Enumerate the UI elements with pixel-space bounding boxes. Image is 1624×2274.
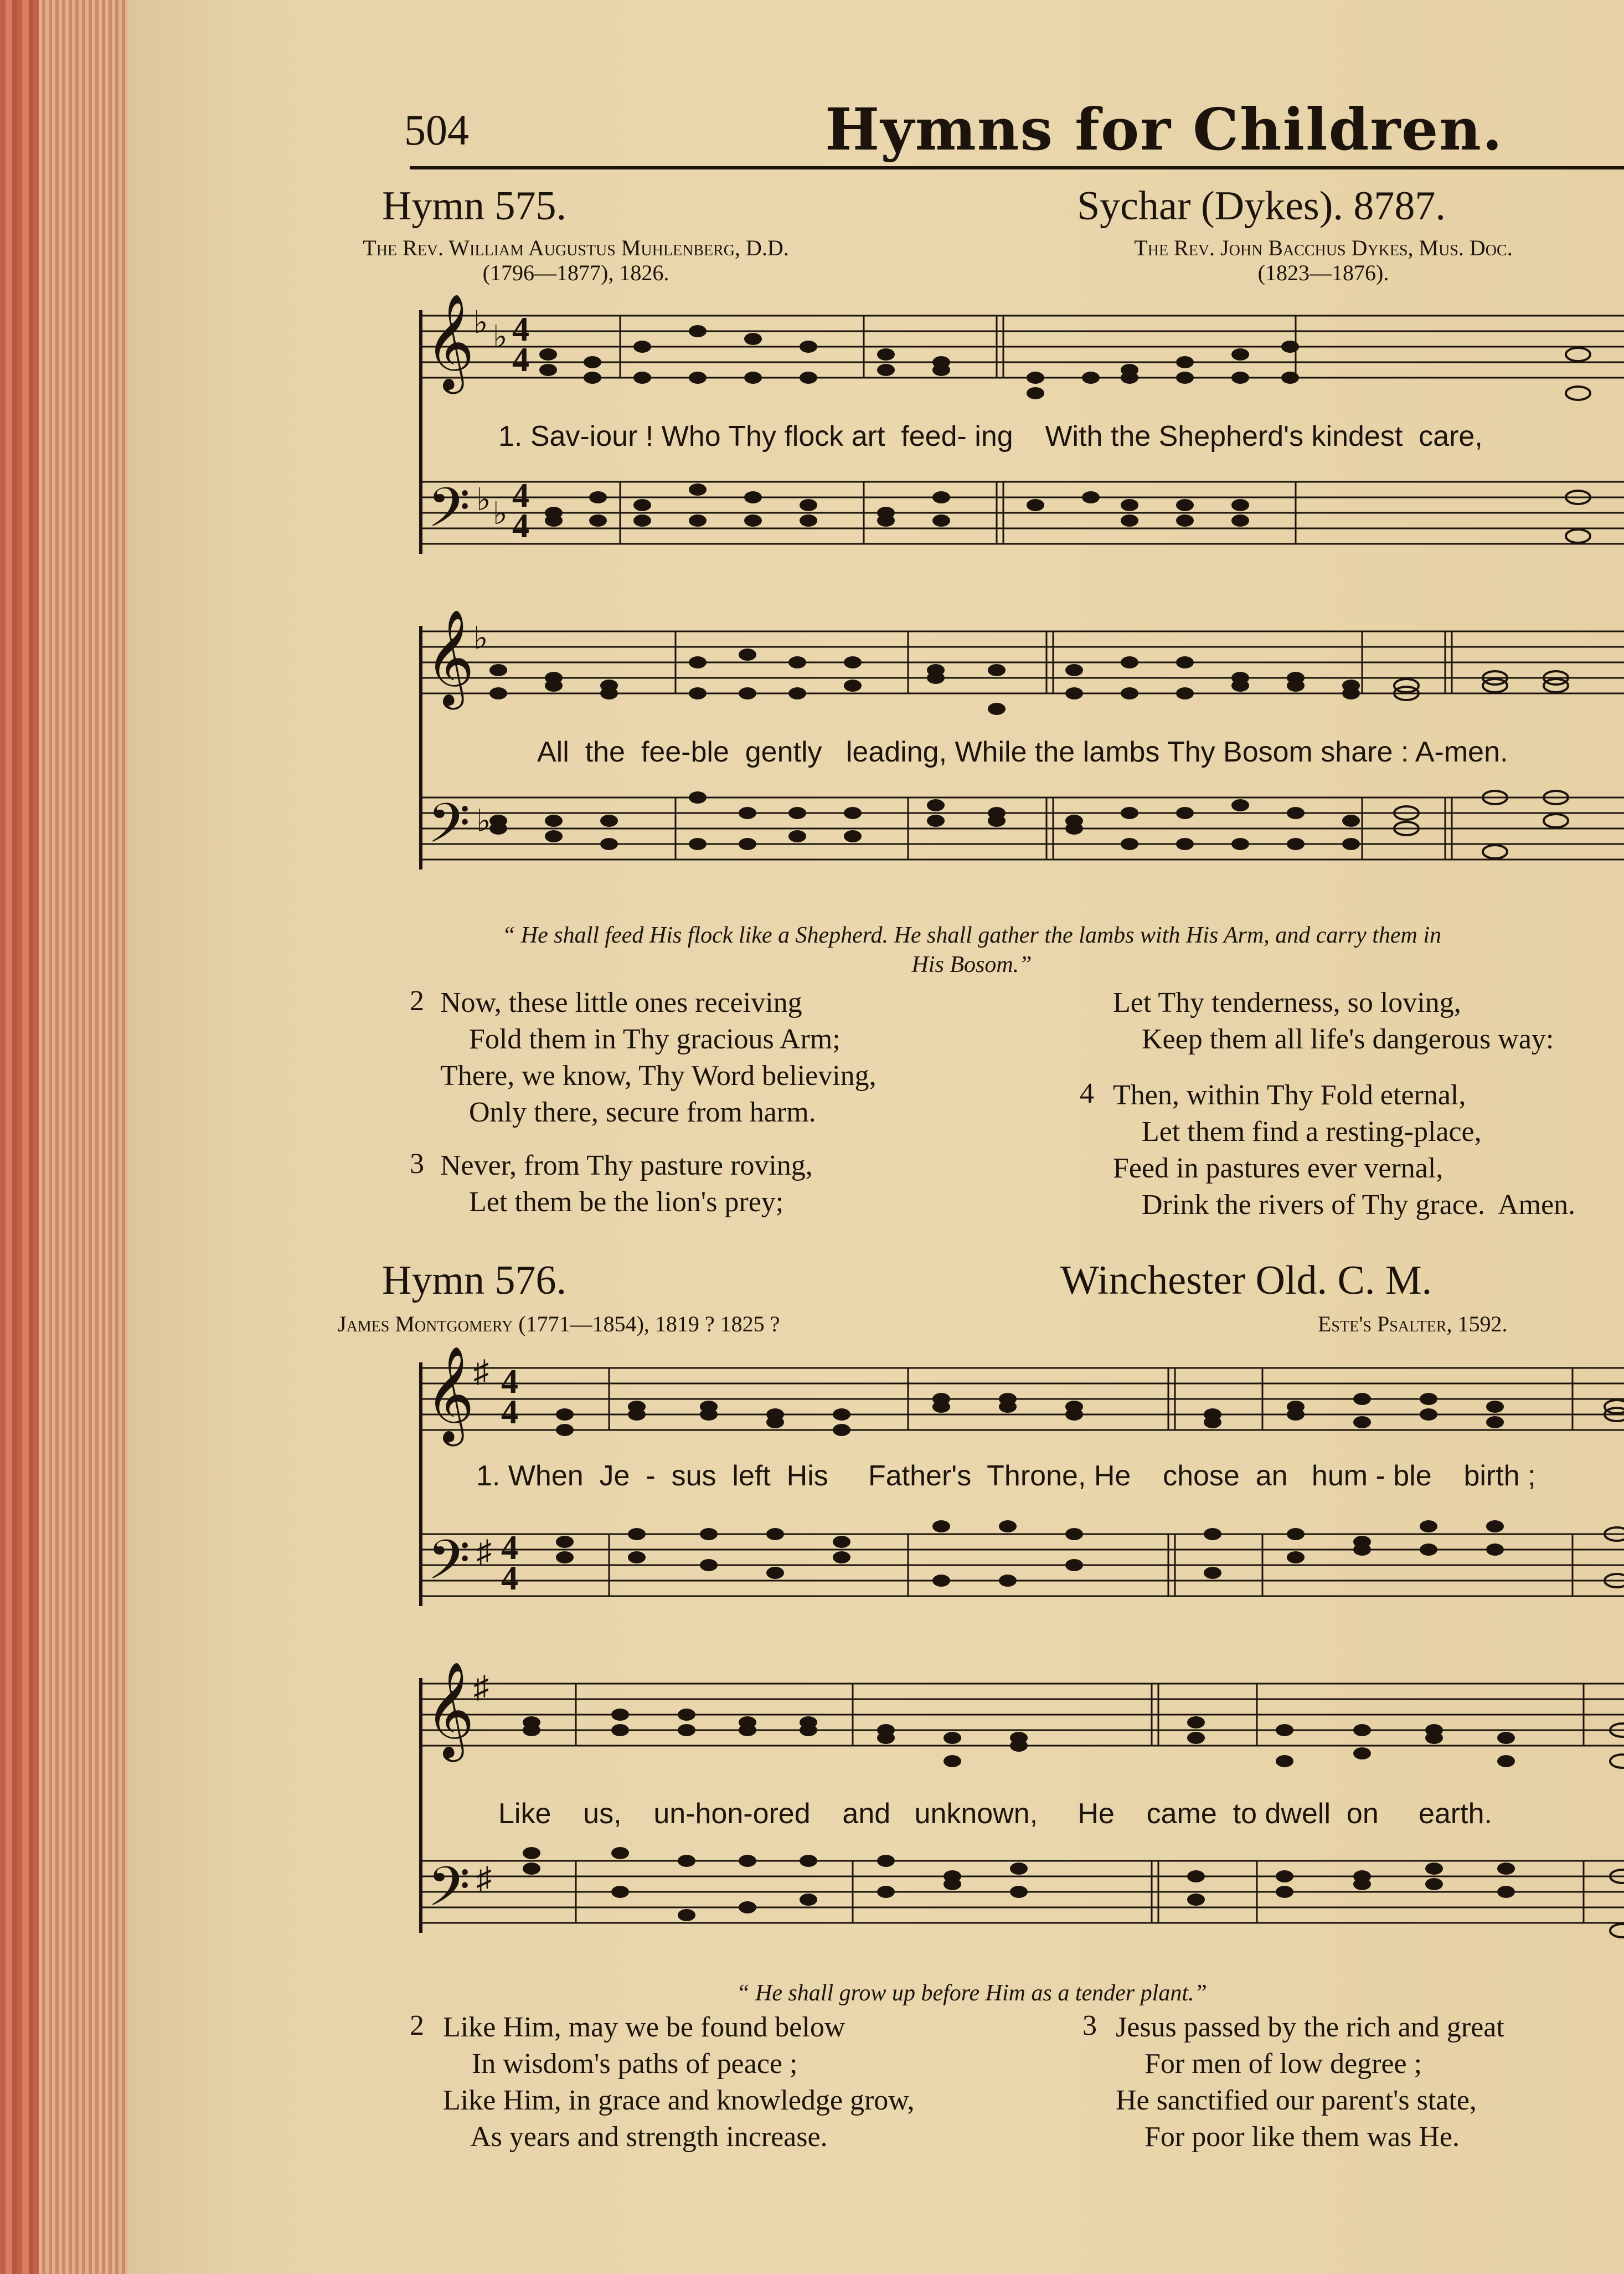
time-signature-bottom: 4	[501, 1560, 518, 1597]
flat-sign: ♭	[476, 483, 491, 517]
verse-number: 2	[410, 985, 424, 1017]
hymn-575-author: The Rev. William Augustus Muhlenberg, D.D.	[363, 235, 789, 260]
hymn-576-system-1	[410, 1346, 1624, 1639]
treble-clef-icon: 𝄞	[425, 1346, 475, 1442]
hymn-575-system-2	[410, 609, 1624, 903]
treble-clef-icon: 𝄞	[425, 1661, 475, 1758]
flat-sign: ♭	[473, 306, 488, 340]
hymn-575-label: Hymn 575.	[382, 183, 566, 229]
hymn-575-scripture-quote-end: His Bosom.”	[911, 952, 1032, 977]
hymn-575-scripture-quote: “ He shall feed His flock like a Shepherd. He shall gather the lambs with His Arm, and carry them in	[502, 923, 1442, 948]
hymn-575-composer: The Rev. John Bacchus Dykes, Mus. Doc.	[1134, 235, 1513, 260]
flat-sign: ♭	[493, 497, 508, 531]
bass-clef-icon: 𝄢	[427, 1855, 471, 1932]
hymn-576-author: James Montgomery (1771—1854), 1819 ? 1825 ?	[338, 1311, 780, 1336]
sharp-sign: ♯	[476, 1861, 492, 1896]
time-signature-top: 4	[512, 477, 529, 515]
hymn-576-lyric-line-2: Like us, un-hon-ored and unknown, He came to dwell on earth.	[498, 1798, 1492, 1830]
flat-sign: ♭	[473, 621, 488, 656]
hymn-575-lyric-line-2: All the fee-ble gently leading, While the lambs Thy Bosom share : A-men.	[537, 736, 1508, 768]
hymn-575-verse-3: Never, from Thy pasture roving, Let them be the lion's prey;	[440, 1150, 813, 1218]
hymn-575-lyric-line-1: 1. Sav-iour ! Who Thy flock art feed- ing With the Shepherd's kindest care,	[498, 420, 1483, 452]
header-rule	[410, 166, 1624, 169]
book-page	[127, 0, 1624, 2274]
hymn-575-system-1	[410, 294, 1624, 587]
flat-sign: ♭	[493, 320, 508, 354]
hymn-575-author-dates: (1796—1877), 1826.	[482, 260, 669, 285]
music-staff-svg	[410, 1351, 1624, 1639]
sharp-sign: ♯	[473, 1670, 489, 1705]
hymn-576-tune: Winchester Old. C. M.	[1060, 1258, 1432, 1303]
hymn-576-source: Este's Psalter, 1592.	[1318, 1311, 1508, 1336]
verse-number: 4	[1080, 1078, 1094, 1109]
time-signature-bottom: 4	[501, 1393, 518, 1431]
treble-clef-icon: 𝄞	[425, 294, 475, 390]
hymn-575-verse-4: Then, within Thy Fold eternal, Let them find a resting-place, Feed in pastures ever vernal, Drink the rivers of Thy grace. Amen.	[1113, 1079, 1576, 1221]
hymn-575-verse-2: Now, these little ones receiving Fold them in Thy gracious Arm; There, we know, Thy Word believing, Only there, secure from harm.	[440, 987, 877, 1128]
hymn-576-system-2	[410, 1661, 1624, 1977]
hymn-576-verse-3: Jesus passed by the rich and great For men of low degree ; He sanctified our parent's state, For poor like them was He.	[1116, 2011, 1504, 2153]
hymn-576-label: Hymn 576.	[382, 1258, 566, 1303]
hymn-575-verse-3-continued: Let Thy tenderness, so loving, Keep them all life's dangerous way:	[1113, 987, 1554, 1055]
page-number: 504	[404, 106, 469, 154]
time-signature-top: 4	[512, 311, 529, 348]
time-signature-top: 4	[501, 1529, 518, 1567]
hymn-576-lyric-line-1: 1. When Je - sus left His Father's Throne, He chose an hum - ble birth ;	[476, 1460, 1536, 1492]
treble-clef-icon: 𝄞	[425, 609, 475, 706]
hymn-575-composer-dates: (1823—1876).	[1257, 260, 1389, 285]
bass-clef-icon: 𝄢	[427, 476, 471, 553]
flat-sign: ♭	[476, 804, 491, 838]
sharp-sign: ♯	[473, 1355, 489, 1389]
page-stack-edge	[39, 0, 127, 2274]
hymn-576-scripture-quote: “ He shall grow up before Him as a tender plant.”	[736, 1980, 1207, 2006]
time-signature-top: 4	[501, 1363, 518, 1401]
sharp-sign: ♯	[476, 1535, 492, 1569]
verse-number: 2	[410, 2010, 424, 2041]
verse-number: 3	[1082, 2010, 1097, 2041]
time-signature-bottom: 4	[512, 341, 529, 379]
hymn-575-tune: Sychar (Dykes). 8787.	[1077, 183, 1446, 229]
bass-clef-icon: 𝄢	[427, 792, 471, 869]
bass-clef-icon: 𝄢	[427, 1529, 471, 1606]
verse-number: 3	[410, 1148, 424, 1180]
hymn-576-verse-2: Like Him, may we be found below In wisdom's paths of peace ; Like Him, in grace and knowledge grow, As years and strength increase.	[443, 2011, 915, 2153]
running-title: Hymns for Children.	[825, 95, 1504, 163]
time-signature-bottom: 4	[512, 507, 529, 545]
